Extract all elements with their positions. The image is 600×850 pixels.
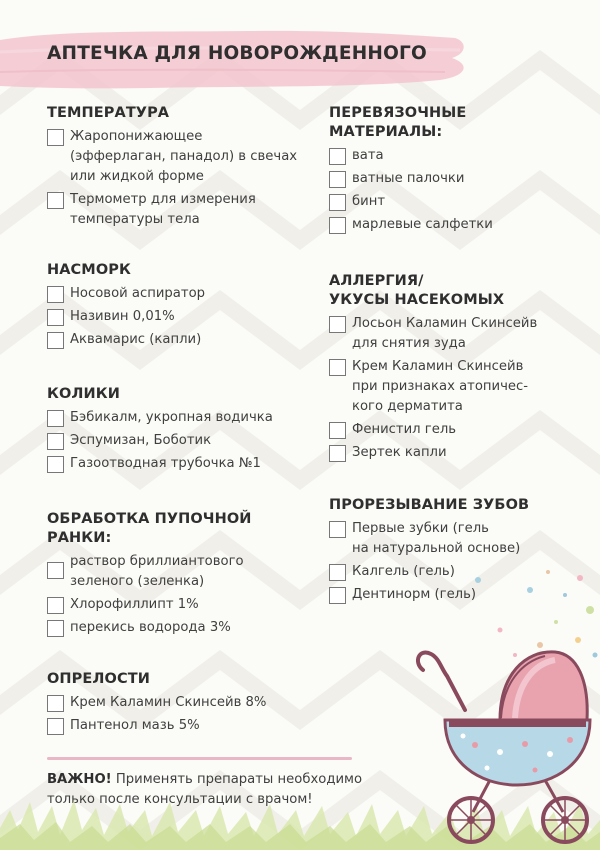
section-diaper-rash: [47, 670, 266, 741]
section-dressing-materials: [329, 104, 493, 240]
checkbox-icon[interactable]: [47, 718, 64, 735]
page-title: АПТЕЧКА ДЛЯ НОВОРОЖДЕННОГО: [47, 43, 427, 64]
item-label: Крем Каламин Скинсейв при признаках атопичес- кого дерматита: [352, 359, 529, 414]
item-label: марлевые салфетки: [352, 217, 493, 232]
checkbox-icon[interactable]: [47, 695, 64, 712]
checkbox-icon[interactable]: [329, 587, 346, 604]
checklist-item[interactable]: [47, 410, 273, 428]
checklist-item[interactable]: [47, 433, 273, 451]
item-label: раствор бриллиантового зеленого (зеленка): [70, 554, 244, 589]
item-label: Первые зубки (гель на натуральной основе): [352, 521, 521, 556]
checkbox-icon[interactable]: [47, 456, 64, 473]
checkbox-icon[interactable]: [329, 359, 346, 376]
section-heading: ПРОРЕЗЫВАНИЕ ЗУБОВ: [329, 497, 530, 513]
warning-bold: ВАЖНО!: [47, 772, 112, 787]
checkbox-icon[interactable]: [47, 597, 64, 614]
item-label: перекись водорода 3%: [70, 620, 231, 635]
item-label: Эспумизан, Боботик: [70, 433, 212, 448]
section-colic: [47, 385, 273, 479]
section-allergy: [329, 272, 537, 468]
checkbox-icon[interactable]: [47, 286, 64, 303]
item-label: Зертек капли: [352, 445, 447, 460]
warning-text: Применять препараты необходимо только после консультации с врачом!: [47, 772, 363, 807]
checkbox-icon[interactable]: [47, 620, 64, 637]
checkbox-icon[interactable]: [329, 194, 346, 211]
section-heading: ПЕРЕВЯЗОЧНЫЕ МАТЕРИАЛЫ:: [329, 105, 467, 140]
item-label: Пантенол мазь 5%: [70, 718, 200, 733]
checklist-item[interactable]: [47, 456, 273, 474]
checklist-item[interactable]: [329, 359, 537, 417]
section-runny-nose: [47, 261, 205, 355]
section-umbilical-wound: [47, 510, 252, 643]
checklist-item[interactable]: [47, 192, 297, 230]
stroller-illustration: [405, 640, 595, 850]
checkbox-icon[interactable]: [47, 129, 64, 146]
item-label: Крем Каламин Скинсейв 8%: [70, 695, 267, 710]
checkbox-icon[interactable]: [47, 332, 64, 349]
checklist-item[interactable]: [329, 194, 493, 212]
checkbox-icon[interactable]: [47, 309, 64, 326]
item-label: Хлорофиллипт 1%: [70, 597, 199, 612]
checklist-item[interactable]: [329, 445, 537, 463]
checklist-item[interactable]: [329, 521, 529, 559]
checklist-item[interactable]: [47, 597, 252, 615]
checklist-item[interactable]: [329, 171, 493, 189]
section-heading: КОЛИКИ: [47, 386, 120, 402]
checklist-item[interactable]: [47, 620, 252, 638]
item-label: бинт: [352, 194, 386, 209]
section-heading: ТЕМПЕРАТУРА: [47, 105, 170, 121]
checklist-item[interactable]: [47, 332, 205, 350]
checkbox-icon[interactable]: [329, 564, 346, 581]
item-label: вата: [352, 148, 384, 163]
checkbox-icon[interactable]: [329, 445, 346, 462]
checklist-item[interactable]: [47, 554, 252, 592]
checklist-item[interactable]: [47, 309, 205, 327]
section-heading: ОБРАБОТКА ПУПОЧНОЙ РАНКИ:: [47, 511, 252, 546]
divider: [47, 757, 352, 760]
item-label: Газоотводная трубочка №1: [70, 456, 261, 471]
checklist-item[interactable]: [329, 217, 493, 235]
checkbox-icon[interactable]: [329, 148, 346, 165]
item-label: Носовой аспиратор: [70, 286, 206, 301]
checkbox-icon[interactable]: [47, 410, 64, 427]
checklist-item[interactable]: [47, 718, 266, 736]
section-heading: АЛЛЕРГИЯ/ УКУСЫ НАСЕКОМЫХ: [329, 273, 505, 308]
item-label: Калгель (гель): [352, 564, 455, 579]
checkbox-icon[interactable]: [47, 192, 64, 209]
checkbox-icon[interactable]: [47, 562, 64, 579]
item-label: Аквамарис (капли): [70, 332, 202, 347]
checklist-item[interactable]: [47, 286, 205, 304]
checkbox-icon[interactable]: [329, 316, 346, 333]
checkbox-icon[interactable]: [329, 521, 346, 538]
checklist-item[interactable]: [329, 148, 493, 166]
item-label: Фенистил гель: [352, 422, 457, 437]
item-label: Називин 0,01%: [70, 309, 175, 324]
item-label: Бэбикалм, укропная водичка: [70, 410, 273, 425]
item-label: Жаропонижающее (эфферлаган, панадол) в свечах или жидкой форме: [70, 129, 298, 184]
checkbox-icon[interactable]: [47, 433, 64, 450]
checklist-item[interactable]: [47, 129, 297, 187]
section-heading: НАСМОРК: [47, 262, 131, 278]
section-heading: ОПРЕЛОСТИ: [47, 671, 150, 687]
checklist-item[interactable]: [329, 422, 537, 440]
checklist-item[interactable]: [47, 695, 266, 713]
checkbox-icon[interactable]: [329, 171, 346, 188]
checklist-item[interactable]: [329, 316, 537, 354]
item-label: Термометр для измерения температуры тела: [70, 192, 256, 227]
checkbox-icon[interactable]: [329, 217, 346, 234]
checkbox-icon[interactable]: [329, 422, 346, 439]
item-label: ватные палочки: [352, 171, 465, 186]
item-label: Дентинорм (гель): [352, 587, 477, 602]
section-temperature: [47, 104, 297, 235]
item-label: Лосьон Каламин Скинсейв для снятия зуда: [352, 316, 538, 351]
